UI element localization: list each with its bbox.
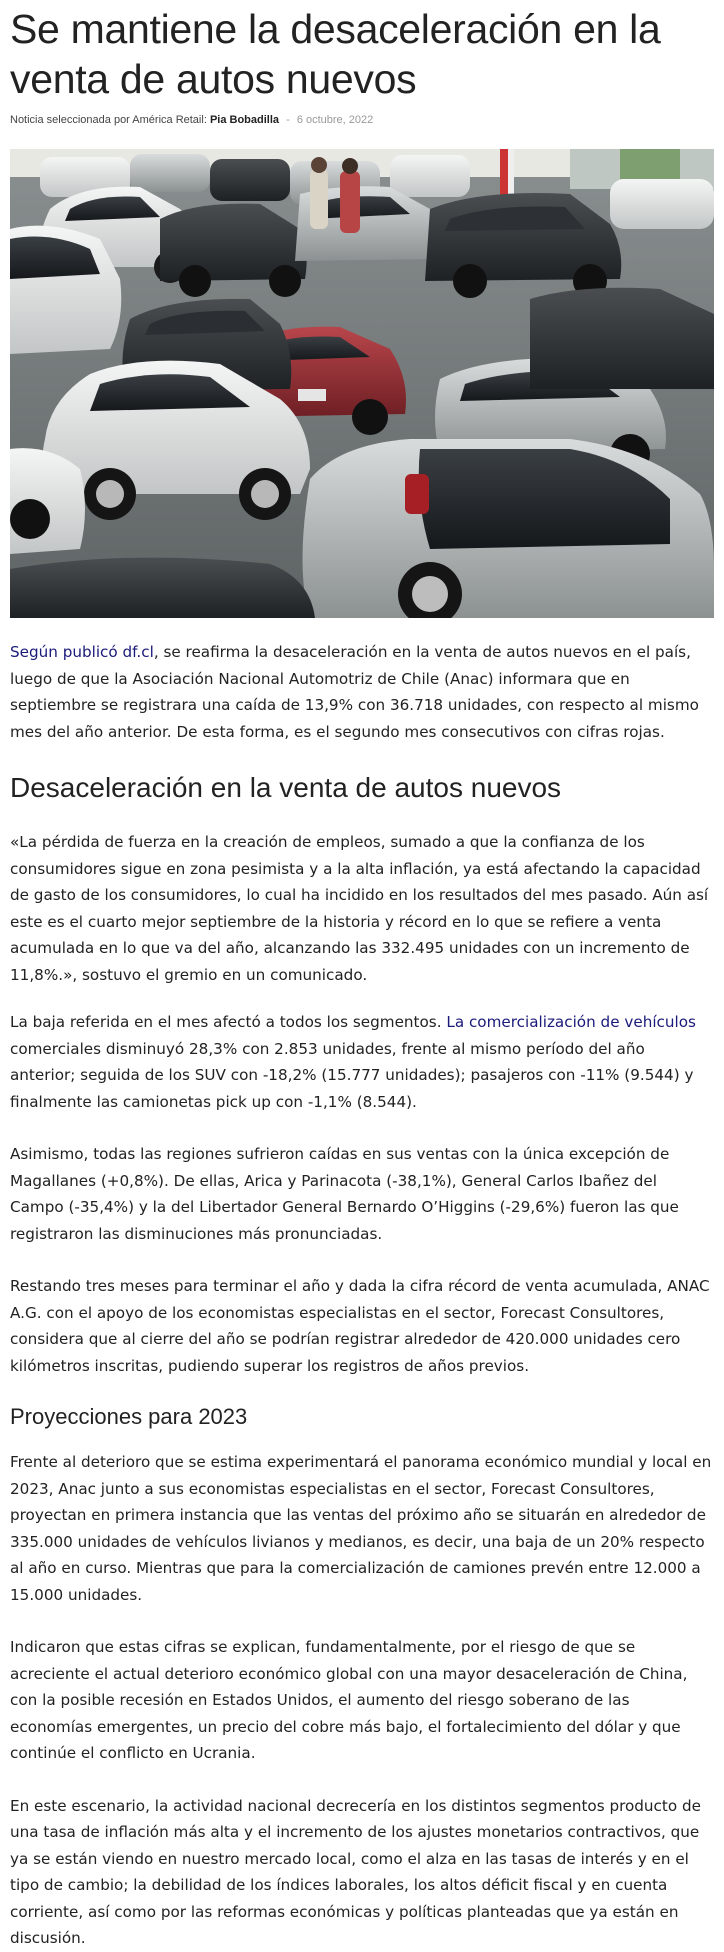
meta-separator: - — [286, 114, 290, 126]
article — [0, 4, 724, 1952]
article-title: Se mantiene la desaceleración en la venta de autos nuevos — [10, 6, 661, 102]
section2-paragraph1: Frente al deterioro que se estima experimentará el panorama económico mundial y local en 2023, Anac junto a sus economistas especialistas en el sector, Forecast Consultores, proyectan en primera instancia que las ventas del próximo año se situarán en alrededor de 335.000 unidades de vehículos livianos y medianos, es decir, una baja de un 20% respecto al año en curso. Mientras que para la comercialización de camiones prevén entre 12.000 a 15.000 unidades. — [10, 1453, 712, 1604]
meta-date: 6 octubre, 2022 — [296, 114, 374, 126]
section2-heading: Proyecciones para 2023 — [10, 1404, 248, 1429]
section1-quote: «La pérdida de fuerza en la creación de empleos, sumado a que la confianza de los consumidores sigue en zona pesimista y a la alta inflación, ya está afectando la capacidad de gasto de los consumidores, lo cual ha incidido en los resultados del mes pasado. Aún así este es el cuarto mejor septiembre de la historia y récord en lo que se refiere a venta acumulada en lo que va del año, alcanzando las 332.495 unidades con un incremento de 11,8%.», sostuvo el gremio en un comunicado. — [10, 833, 709, 984]
section1-paragraph4: Restando tres meses para terminar el año y dada la cifra récord de venta acumulada, ANAC A.G. con el apoyo de los economistas especialistas en el sector, Forecast Consultores, considera que al cierre del año se podrían registrar alrededor de 420.000 unidades cero kilómetros inscritas, pudiendo superar los registros de años previos. — [10, 1277, 710, 1375]
p2-before: La baja referida en el mes afectó a todos los segmentos. — [10, 1013, 447, 1031]
intro-text: , se reafirma la desaceleración en la venta de autos nuevos en el país, luego de que la Asociación Nacional Automotriz de Chile (Anac) informara que en septiembre se registrara una caída de 13,9% con 36.718 unidades, con respecto al mismo mes del año anterior. De esta forma, es el segundo mes consecutivos con cifras rojas. — [10, 643, 699, 741]
comercializacion-link[interactable]: La comercialización de vehículos — [446, 1013, 696, 1031]
source-link[interactable]: Según publicó df.cl — [10, 643, 154, 661]
article-meta — [10, 114, 714, 130]
meta-author-link[interactable]: Pia Bobadilla — [209, 114, 280, 126]
section1-paragraph3: Asimismo, todas las regiones sufrieron caídas en sus ventas con la única excepción de Magallanes (+0,8%). De ellas, Arica y Parinacota (-38,1%), General Carlos Ibañez del Campo (-35,4%) y la del Libertador General Bernardo O’Higgins (-29,6%) fueron las que registraron las disminuciones más pronunciadas. — [10, 1145, 679, 1243]
intro-paragraph — [10, 639, 714, 745]
section1-heading: Desaceleración en la venta de autos nuevos — [10, 772, 562, 803]
section2-paragraph3: En este escenario, la actividad nacional decrecería en los distintos segmentos producto de una tasa de inflación más alta y el incremento de los ajustes monetarios contractivos, que ya se están viendo en nuestro mercado local, como el alza en las tasas de interés y en el tipo de cambio; la debilidad de los índices laborales, los altos déficit fiscal y en cuenta corriente, así como por las reformas económicas y políticas planteadas que ya están en discusión. — [10, 1796, 701, 1947]
section1-paragraph2 — [10, 1009, 714, 1115]
section2-paragraph2: Indicaron que estas cifras se explican, fundamentalmente, por el riesgo de que se acreciente el actual deterioro económico global con una mayor desaceleración de China, con la posible recesión en Estados Unidos, el aumento del riesgo soberano de las economías emergentes, un precio del cobre más bajo, el fortalecimiento del dólar y que continúe el conflicto en Ucrania. — [10, 1638, 688, 1762]
meta-source-prefix: Noticia seleccionada por América Retail: — [10, 114, 207, 126]
p2-after: comerciales disminuyó 28,3% con 2.853 unidades, frente al mismo período del año anterior; seguida de los SUV con -18,2% (15.777 unidades); pasajeros con -11% (9.544) y finalmente las camionetas pick up con -1,1% (8.544). — [10, 1039, 694, 1111]
hero-image — [10, 149, 714, 618]
